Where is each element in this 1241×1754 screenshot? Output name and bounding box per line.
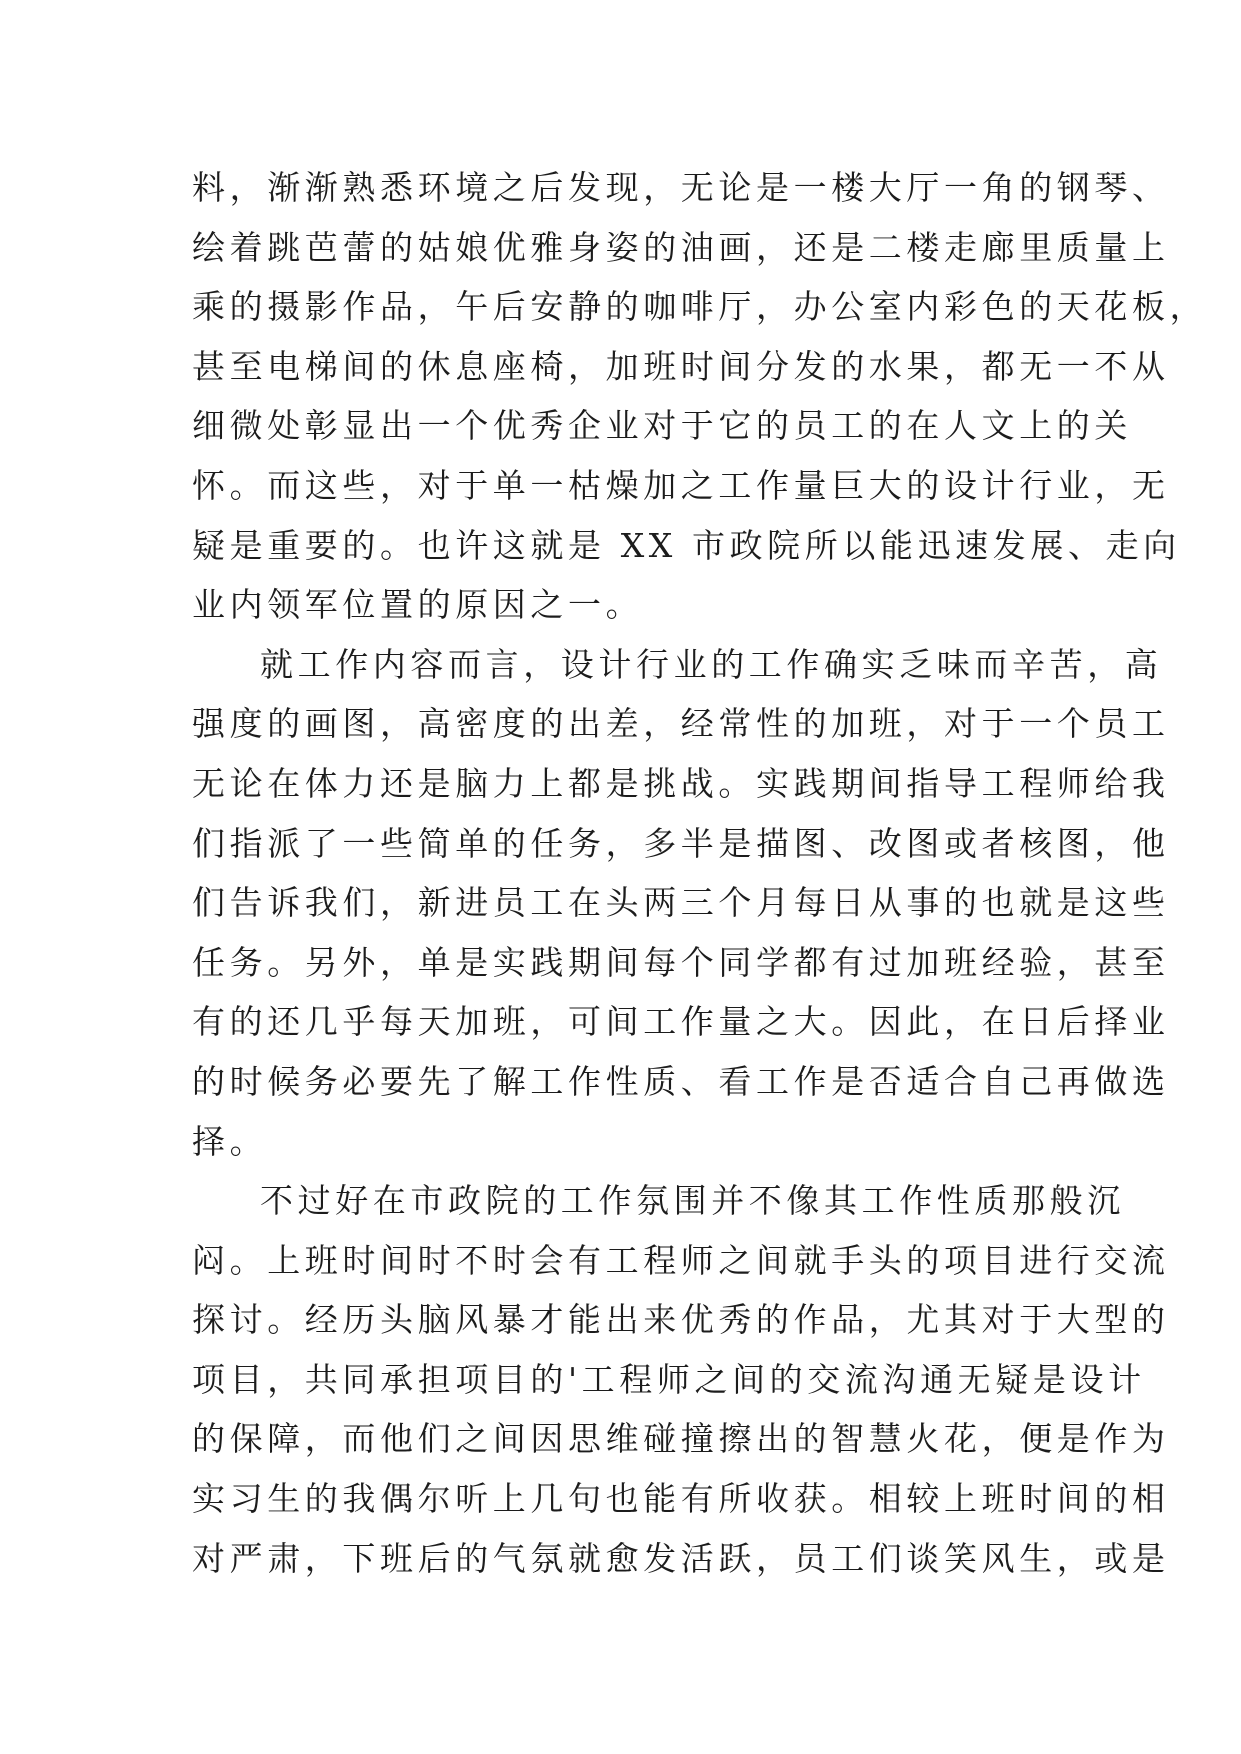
text-line: 实习生的我偶尔听上几句也能有所收获。相较上班时间的相 xyxy=(192,1479,1170,1519)
text-line: 们告诉我们，新进员工在头两三个月每日从事的也就是这些 xyxy=(192,883,1170,923)
text-line: 对严肃，下班后的气氛就愈发活跃，员工们谈笑风生，或是 xyxy=(192,1538,1170,1578)
text-line: 探讨。经历头脑风暴才能出来优秀的作品，尤其对于大型的 xyxy=(192,1300,1170,1340)
paragraph-start-line: 就工作内容而言，设计行业的工作确实乏味而辛苦，高 xyxy=(260,644,1163,684)
text-line: 疑是重要的。也许这就是 XX 市政院所以能迅速发展、走向 xyxy=(192,525,1181,565)
text-line: 业内领军位置的原因之一。 xyxy=(192,585,644,625)
text-line: 乘的摄影作品，午后安静的咖啡厅，办公室内彩色的天花板， xyxy=(192,287,1208,327)
text-line: 择。 xyxy=(192,1121,268,1161)
text-line: 有的还几乎每天加班，可间工作量之大。因此，在日后择业 xyxy=(192,1002,1170,1042)
text-line: 的保障，而他们之间因思维碰撞擦出的智慧火花，便是作为 xyxy=(192,1419,1170,1459)
text-line: 无论在体力还是脑力上都是挑战。实践期间指导工程师给我 xyxy=(192,763,1170,803)
text-line: 强度的画图，高密度的出差，经常性的加班，对于一个员工 xyxy=(192,704,1170,744)
text-line: 料，渐渐熟悉环境之后发现，无论是一楼大厅一角的钢琴、 xyxy=(192,168,1170,207)
text-line: 闷。上班时间时不时会有工程师之间就手头的项目进行交流 xyxy=(192,1240,1170,1280)
text-line: 们指派了一些简单的任务，多半是描图、改图或者核图，他 xyxy=(192,823,1170,863)
text-line: 任务。另外，单是实践期间每个同学都有过加班经验，甚至 xyxy=(192,942,1170,982)
paragraph-start-line: 不过好在市政院的工作氛围并不像其工作性质那般沉 xyxy=(260,1181,1125,1221)
text-line: 绘着跳芭蕾的姑娘优雅身姿的油画，还是二楼走廊里质量上 xyxy=(192,227,1170,267)
text-line: 怀。而这些，对于单一枯燥加之工作量巨大的设计行业，无 xyxy=(192,465,1170,505)
body-text xyxy=(192,158,1208,1588)
text-line: 细微处彰显出一个优秀企业对于它的员工的在人文上的关 xyxy=(192,406,1132,446)
text-line: 的时候务必要先了解工作性质、看工作是否适合自己再做选 xyxy=(192,1061,1170,1101)
text-line: 甚至电梯间的休息座椅，加班时间分发的水果，都无一不从 xyxy=(192,346,1170,386)
text-line: 项目，共同承担项目的'工程师之间的交流沟通无疑是设计 xyxy=(192,1359,1146,1399)
